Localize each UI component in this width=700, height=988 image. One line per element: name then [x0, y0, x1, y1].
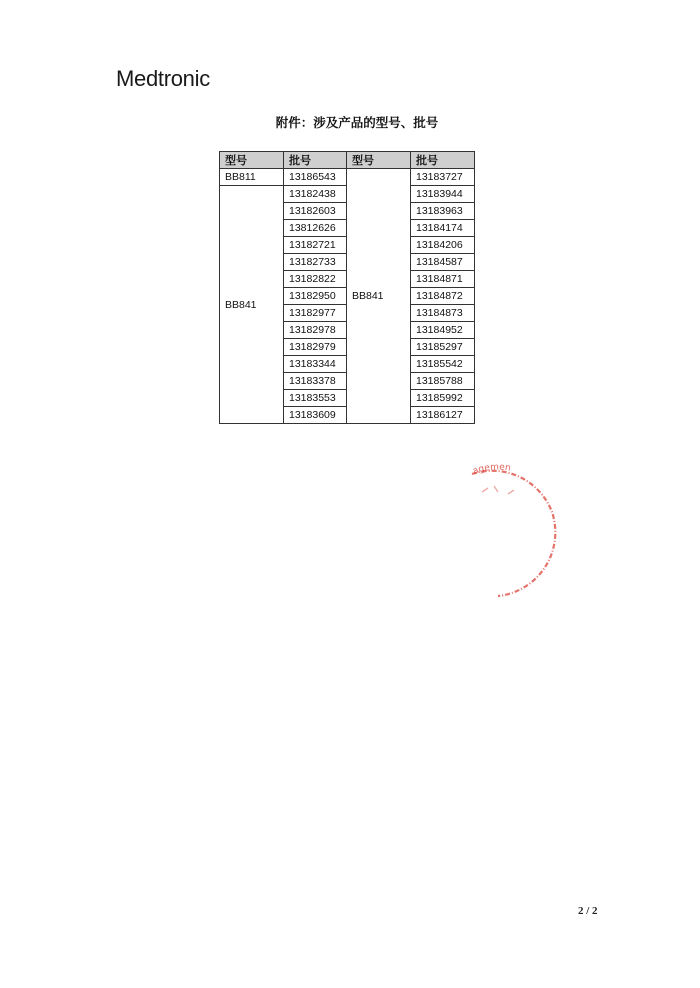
- lot-cell: 13185788: [411, 373, 475, 390]
- model-cell-bb841: BB841: [220, 186, 284, 424]
- lot-cell: 13186127: [411, 407, 475, 424]
- lot-cell: 13185542: [411, 356, 475, 373]
- company-seal-stamp: [468, 452, 560, 602]
- lot-cell: 13185992: [411, 390, 475, 407]
- lot-cell: 13183727: [411, 169, 475, 186]
- header-model-right: 型号: [347, 152, 411, 169]
- table-header-row: [220, 152, 475, 169]
- lot-cell: 13182733: [284, 254, 347, 271]
- lot-cell: 13184871: [411, 271, 475, 288]
- page-number: 2 / 2: [578, 905, 598, 917]
- lot-cell: 13182603: [284, 203, 347, 220]
- model-cell-bb811: BB811: [220, 169, 284, 186]
- seal-inner-mark: [482, 486, 514, 494]
- lot-cell: 13184873: [411, 305, 475, 322]
- document-title: 附件：涉及产品的型号、批号: [275, 115, 439, 130]
- header-model-left: 型号: [220, 152, 284, 169]
- lot-number-table: [219, 151, 475, 424]
- lot-cell: 13182977: [284, 305, 347, 322]
- seal-text: agemen: [471, 462, 512, 477]
- lot-cell: 13183609: [284, 407, 347, 424]
- medtronic-logo: Medtronic: [116, 66, 210, 91]
- lot-cell: 13812626: [284, 220, 347, 237]
- lot-cell: 13184174: [411, 220, 475, 237]
- lot-cell: 13183344: [284, 356, 347, 373]
- lot-cell: 13182979: [284, 339, 347, 356]
- table-row: [220, 169, 475, 186]
- lot-cell: 13185297: [411, 339, 475, 356]
- model-cell-right: BB841: [347, 169, 411, 424]
- lot-cell: 13184872: [411, 288, 475, 305]
- lot-cell: 13182950: [284, 288, 347, 305]
- lot-cell: 13184206: [411, 237, 475, 254]
- lot-cell: 13184952: [411, 322, 475, 339]
- lot-cell: 13182438: [284, 186, 347, 203]
- lot-cell: 13183963: [411, 203, 475, 220]
- lot-cell: 13182978: [284, 322, 347, 339]
- lot-cell: 13182721: [284, 237, 347, 254]
- lot-cell: 13183553: [284, 390, 347, 407]
- lot-cell: 13184587: [411, 254, 475, 271]
- lot-cell: 13183378: [284, 373, 347, 390]
- lot-cell: 13182822: [284, 271, 347, 288]
- header-lot-right: 批号: [411, 152, 475, 169]
- header-lot-left: 批号: [284, 152, 347, 169]
- lot-cell: 13186543: [284, 169, 347, 186]
- lot-cell: 13183944: [411, 186, 475, 203]
